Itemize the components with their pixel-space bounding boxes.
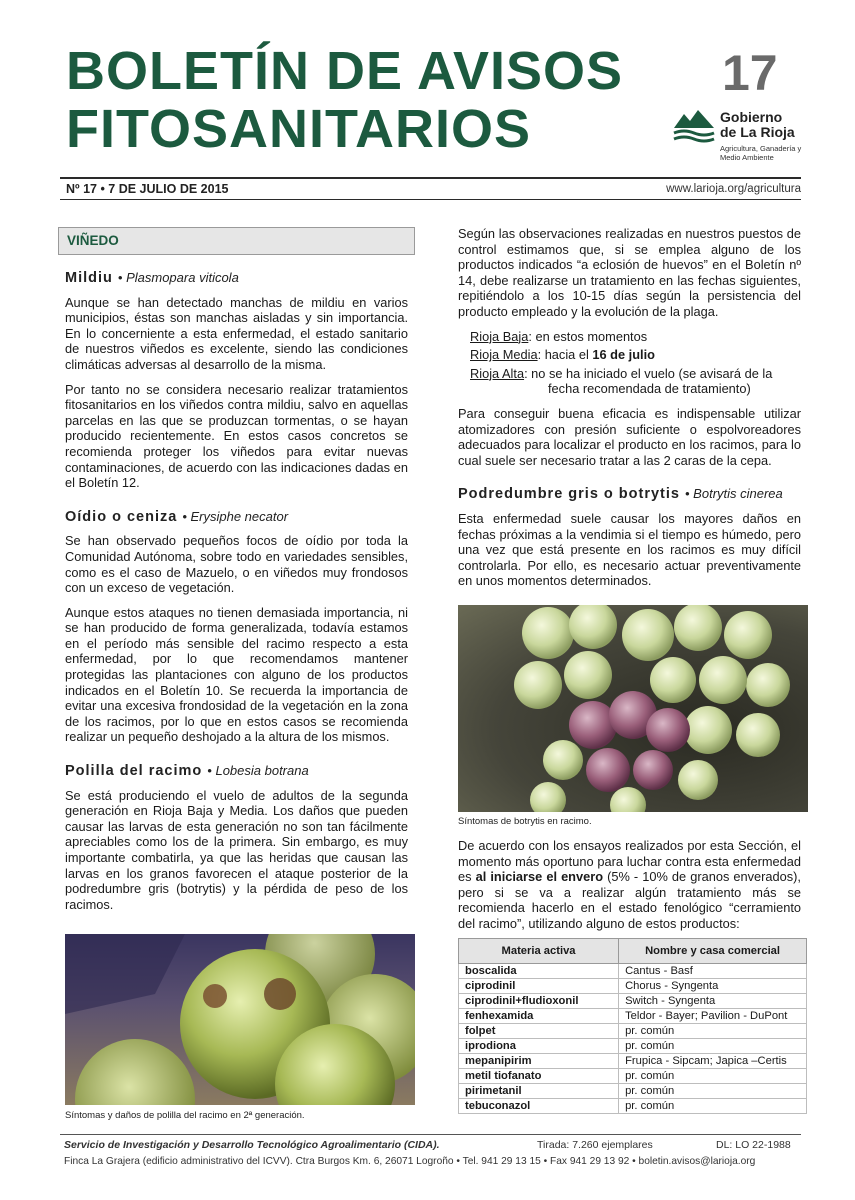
mildiu-paragraph-2: Por tanto no se considera necesario realizar tratamientos fitosanitarios en los viñedos contra mildiu, salvo en aquellas parcelas en las que se produzcan tormentas, o se hayan producido recientemente. En estos casos concretos se recomienda proteger los viñedos para evitar nuevas contaminaciones, de acuerdo con las indicaciones dadas en el Boletín 12. — [65, 381, 408, 491]
table-row: iprodiona pr. común — [459, 1039, 807, 1054]
dateline: Nº 17 • 7 DE JULIO DE 2015 — [66, 182, 229, 196]
table-row: fenhexamida Teldor - Bayer; Pavilion - DuPont — [459, 1009, 807, 1024]
right-column — [458, 226, 801, 598]
region-rioja-media: Rioja Media: hacia el 16 de julio — [470, 347, 655, 363]
section-label-box — [58, 227, 415, 255]
table-row: folpet pr. común — [459, 1024, 807, 1039]
oidio-heading: Oídio o ceniza • Erysiphe necator — [65, 508, 289, 525]
mountains-icon — [672, 106, 716, 150]
logo-subtitle: Agricultura, Ganadería y Medio Ambiente — [720, 144, 802, 162]
botrytis-paragraph-2: De acuerdo con los ensayos realizados por esta Sección, el momento más oportuno para luchar contra esta enfermedad es al iniciarse el envero (5% - 10% de granos enverados), pero si se va a realizar algún tratamiento más se recomienda hacerlo en el estado fenológico “cerramiento del racimo”, utilizando alguno de estos productos: — [458, 838, 801, 931]
footer-rule — [60, 1134, 801, 1135]
footer-legal-deposit: DL: LO 22-1988 — [716, 1139, 791, 1151]
region-rioja-alta: Rioja Alta: no se ha iniciado el vuelo (se avisará de la fecha recomendada de tratamiento) — [470, 365, 773, 397]
table-row: mepanipirim Frupica - Sipcam; Japica –Certis — [459, 1054, 807, 1069]
website-link[interactable]: www.larioja.org/agricultura — [666, 183, 801, 195]
title-line-1: BOLETÍN DE AVISOS — [66, 41, 624, 101]
botrytis-grape-cluster-image — [458, 605, 808, 812]
polilla-paragraph-1: Se está produciendo el vuelo de adultos de la segunda generación en Rioja Baja y Media. Los daños que pueden causar las larvas de esta generación no son tan fácilmente apreciables como los de la primera. Sin embargo, es muy importante combatirla, ya que las heridas que causan las larvas en los granos favorecen el ataque posterior de la podredumbre gris (botrytis) y la pérdida de peso de los racimos. — [65, 787, 408, 912]
header-rule-bottom — [60, 199, 801, 200]
application-paragraph: Para conseguir buena eficacia es indispensable utilizar atomizadores con presión suficiente o espolvoreadores adecuados para localizar el producto en los racimos, para lo cual suele ser necesario tratar a las 2 caras de la cepa. — [458, 405, 801, 468]
table-row: boscalida Cantus - Basf — [459, 964, 807, 979]
botrytis-treatment-text — [458, 838, 801, 941]
table-row: pirimetanil pr. común — [459, 1084, 807, 1099]
title-line-2: FITOSANITARIOS — [66, 99, 532, 159]
issue-number: 17 — [722, 45, 778, 101]
mildiu-heading: Mildiu • Plasmopara viticola — [65, 270, 239, 286]
botrytis-photo — [458, 605, 808, 812]
botrytis-photo-caption: Síntomas de botrytis en racimo. — [458, 816, 592, 827]
column-header-materia-activa: Materia activa — [459, 939, 619, 964]
polilla-photo-caption: Síntomas y daños de polilla del racimo en 2ª generación. — [65, 1110, 305, 1121]
section-label: VIÑEDO — [67, 233, 119, 248]
table-row: ciprodinil+fludioxonil Switch - Syngenta — [459, 994, 807, 1009]
table-row: metil tiofanato pr. común — [459, 1069, 807, 1084]
table-header-row — [459, 939, 807, 964]
polilla-continued-paragraph: Según las observaciones realizadas en nuestros puestos de control estimamos que, si se emplea alguno de los productos indicados “a eclosión de huevos” en el Boletín nº 14, debe realizarse un tratamiento en las fechas siguientes, repitiéndolo a los 10-15 días según la persistencia del producto empleado y la evolución de la plaga. — [458, 226, 801, 319]
left-column — [65, 270, 408, 921]
polilla-photo — [65, 934, 415, 1105]
oidio-paragraph-2: Aunque estos ataques no tienen demasiada importancia, ni se han producido de forma generalizada, todavía estamos en el período más sensible del racimo respecto a esta enfermedad, por lo que recomendamos mantener protegidas las plantaciones con alguno de los productos indicados en el Boletín 10. Se recuerda la importancia de evitar una excesiva frondosidad de la vegetación en la zona de los racimos, por lo que en estos casos se recomienda realizar un pequeño deshojado a la altura de los mismos. — [65, 604, 408, 745]
footer-address: Finca La Grajera (edificio administrativo del ICVV). Ctra Burgos Km. 6, 26071 Logroño • Tel. 941 29 13 15 • Fax 941 29 13 92 • boletin.avisos@larioja.org — [64, 1156, 756, 1167]
footer-organization: Servicio de Investigación y Desarrollo Tecnológico Agroalimentario (CIDA). — [64, 1139, 440, 1151]
region-rioja-baja: Rioja Baja: en estos momentos — [470, 328, 648, 344]
header-rule-top — [60, 177, 801, 179]
polilla-heading: Polilla del racimo • Lobesia botrana — [65, 763, 309, 780]
gobierno-la-rioja-logo — [672, 104, 807, 166]
table-row: ciprodinil Chorus - Syngenta — [459, 979, 807, 994]
table-row: tebuconazol pr. común — [459, 1099, 807, 1114]
botrytis-heading: Podredumbre gris o botrytis • Botrytis cinerea — [458, 486, 783, 503]
footer-print-run: Tirada: 7.260 ejemplares — [537, 1139, 653, 1151]
oidio-paragraph-1: Se han observado pequeños focos de oídio por toda la Comunidad Autónoma, sobre todo en variedades sensibles, como es el caso de Mazuelo, o en viñedos muy frondosos con un exceso de vegetación. — [65, 533, 408, 596]
grape-larva-damage-image — [65, 934, 415, 1105]
bulletin-title — [66, 42, 686, 158]
products-table — [458, 938, 807, 1114]
logo-name: Gobierno de La Rioja — [720, 109, 795, 140]
column-header-nombre-casa: Nombre y casa comercial — [619, 939, 807, 964]
mildiu-paragraph-1: Aunque se han detectado manchas de mildiu en varios municipios, éstas son manchas aisladas y sin importancia. En lo concerniente a esta enfermedad, el estado sanitario de nuestros viñedos es excelente, siendo las condiciones climáticas adversas al desarrollo de la misma. — [65, 294, 408, 372]
botrytis-paragraph-1: Esta enfermedad suele causar los mayores daños en fechas próximas a la vendimia si el tiempo es húmedo, pero una vez que está presente en los racimos es muy difícil controlarla. Por ello, es necesario actuar preventivamente en unos momentos determinados. — [458, 510, 801, 589]
